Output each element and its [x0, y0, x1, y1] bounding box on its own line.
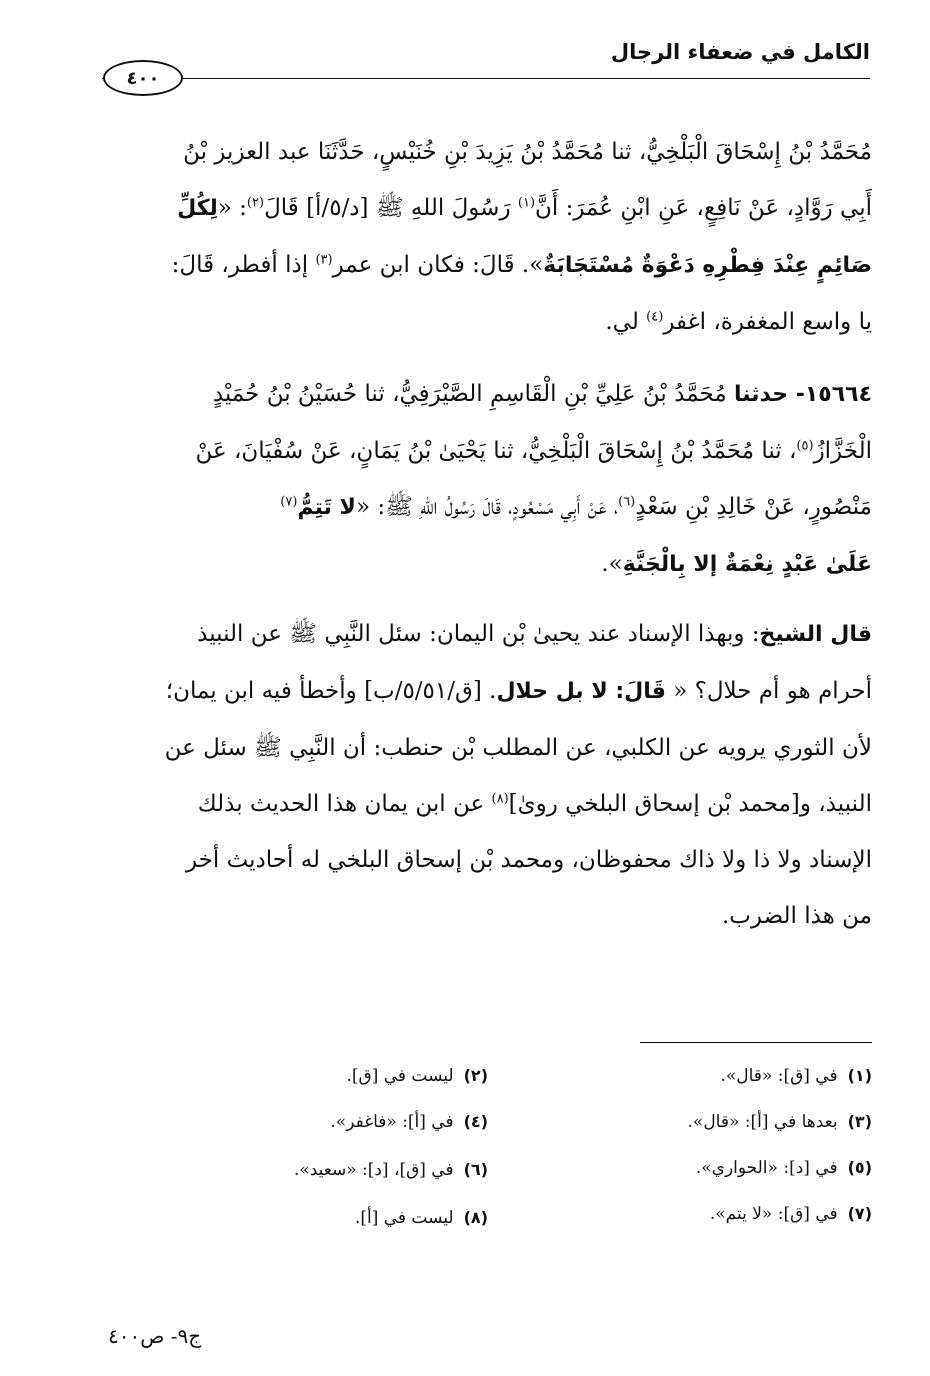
running-title: الكامل في ضعفاء الرجال [610, 40, 870, 64]
hadith-text: قَالَ: لا بل حلال [496, 679, 666, 704]
volume-page-footer: ج٩- ص٤٠٠ [108, 1324, 202, 1348]
hadith-text: لا تَتِمُّ [297, 495, 356, 520]
header-rule [102, 78, 870, 79]
page-number-badge: ٤٠٠ [103, 60, 183, 96]
footnote-4: (٤)في [أ]: «فاغفر». [330, 1112, 488, 1132]
footnote-3: (٣)بعدها في [أ]: «قال». [687, 1112, 872, 1132]
footnote-ref-8[interactable]: (٨) [491, 791, 509, 807]
footnote-ref-7[interactable]: (٧) [280, 494, 298, 510]
footnote-ref-4[interactable]: (٤) [646, 309, 664, 325]
footnote-ref-3[interactable]: (٣) [315, 252, 333, 268]
footnote-ref-2[interactable]: (٢) [246, 195, 265, 211]
hadith-number: ١٥٦٦٤- حدثنا [734, 382, 872, 407]
paragraph-2: ١٥٦٦٤- حدثنا مُحَمَّدُ بْنُ عَلِيِّ بْنِ الْقَاسِمِ الصَّيْرَفِيُّ، ثنا حُسَيْنُ بْنُ حُمَيْدٍ الْخَزَّازُ$^{(٥)}$، ثنا مُحَمَّدُ بْنُ إِسْحَاقَ الْبَلْخِيُّ، ثنا يَحْيَىٰ بْنُ يَمَانٍ، عَنْ سُفْيَانَ، عَنْ مَنْصُورٍ، عَنْ خَالِدِ بْنِ سَعْدٍ$^{(٦)}$، عَنْ أَبِي مَسْعُودٍ، قَالَ رَسُولُ اللهِ ﷺ: «لا تَتِمُّ$^{(٧)}$ عَلَىٰ عَبْدٍ نِعْمَةٌ إلا بِالْجَنَّةِ». [195, 381, 872, 577]
footnote-ref-1[interactable]: (١) [517, 195, 536, 211]
paragraph-1: مُحَمَّدُ بْنُ إِسْحَاقَ الْبَلْخِيُّ، ثنا مُحَمَّدُ بْنُ يَزِيدَ بْنِ خُنَيْسٍ، حَدَّثَنَا عبد العزيز بْنُ أَبِي رَوَّادٍ، عَنْ نَافِعٍ، عَنِ ابْنِ عُمَرَ: أَنَّ$^{(١)}$ رَسُولَ اللهِ ﷺ [د/٥/أ] قَالَ$^{(٢)}$: «لِكُلِّ صَائِمٍ عِنْدَ فِطْرِهِ دَعْوَةٌ مُسْتَجَابَةٌ». قَالَ: فكان ابن عمر$^{(٣)}$ إذا أفطر، قَالَ: يا واسع المغفرة، اغفر$^{(٤)}$ لي. [171, 139, 872, 335]
hadith-text: لِكُلِّ [177, 196, 218, 221]
footnote-rule [640, 1042, 872, 1043]
footnote-7: (٧)في [ق]: «لا يتم». [709, 1204, 872, 1224]
hadith-text: صَائِمٍ عِنْدَ فِطْرِهِ دَعْوَةٌ مُسْتَجَابَةٌ [543, 253, 872, 278]
footnote-ref-5[interactable]: (٥) [796, 438, 814, 454]
footnote-6: (٦)في [ق]، [د]: «سعيد». [293, 1160, 488, 1180]
footnote-2: (٢)ليست في [ق]. [346, 1066, 488, 1086]
footnote-5: (٥)في [د]: «الحواري». [695, 1158, 872, 1178]
paragraph-3: قال الشيخ: وبهذا الإسناد عند يحيىٰ بْن اليمان: سئل النَّبِي ﷺ عن النبيذ أحرام هو أم حلال؟ « قَالَ: لا بل حلال. [ق/٥/٥١/ب] وأخطأ فيه ابن يمان؛ لأن الثوري يرويه عن الكلبي، عن المطلب بْن حنطب: أن النَّبِي ﷺ سئل عن النبيذ، و[محمد بْن إسحاق البلخي روىٰ]$^{(٨)}$ عن ابن يمان هذا الحديث بذلك الإسناد ولا ذا ولا ذاك محفوظان، ومحمد بْن إسحاق البلخي له أحاديث أخر من هذا الضرب. [164, 621, 872, 929]
footnote-ref-6[interactable]: (٦) [618, 494, 636, 510]
footnote-8: (٨)ليست في [أ]. [354, 1208, 488, 1228]
hadith-text: عَلَىٰ عَبْدٍ نِعْمَةٌ إلا بِالْجَنَّةِ [622, 552, 872, 577]
footnote-1: (١)في [ق]: «قال». [720, 1066, 872, 1086]
sheikh-label: قال الشيخ [759, 622, 872, 647]
